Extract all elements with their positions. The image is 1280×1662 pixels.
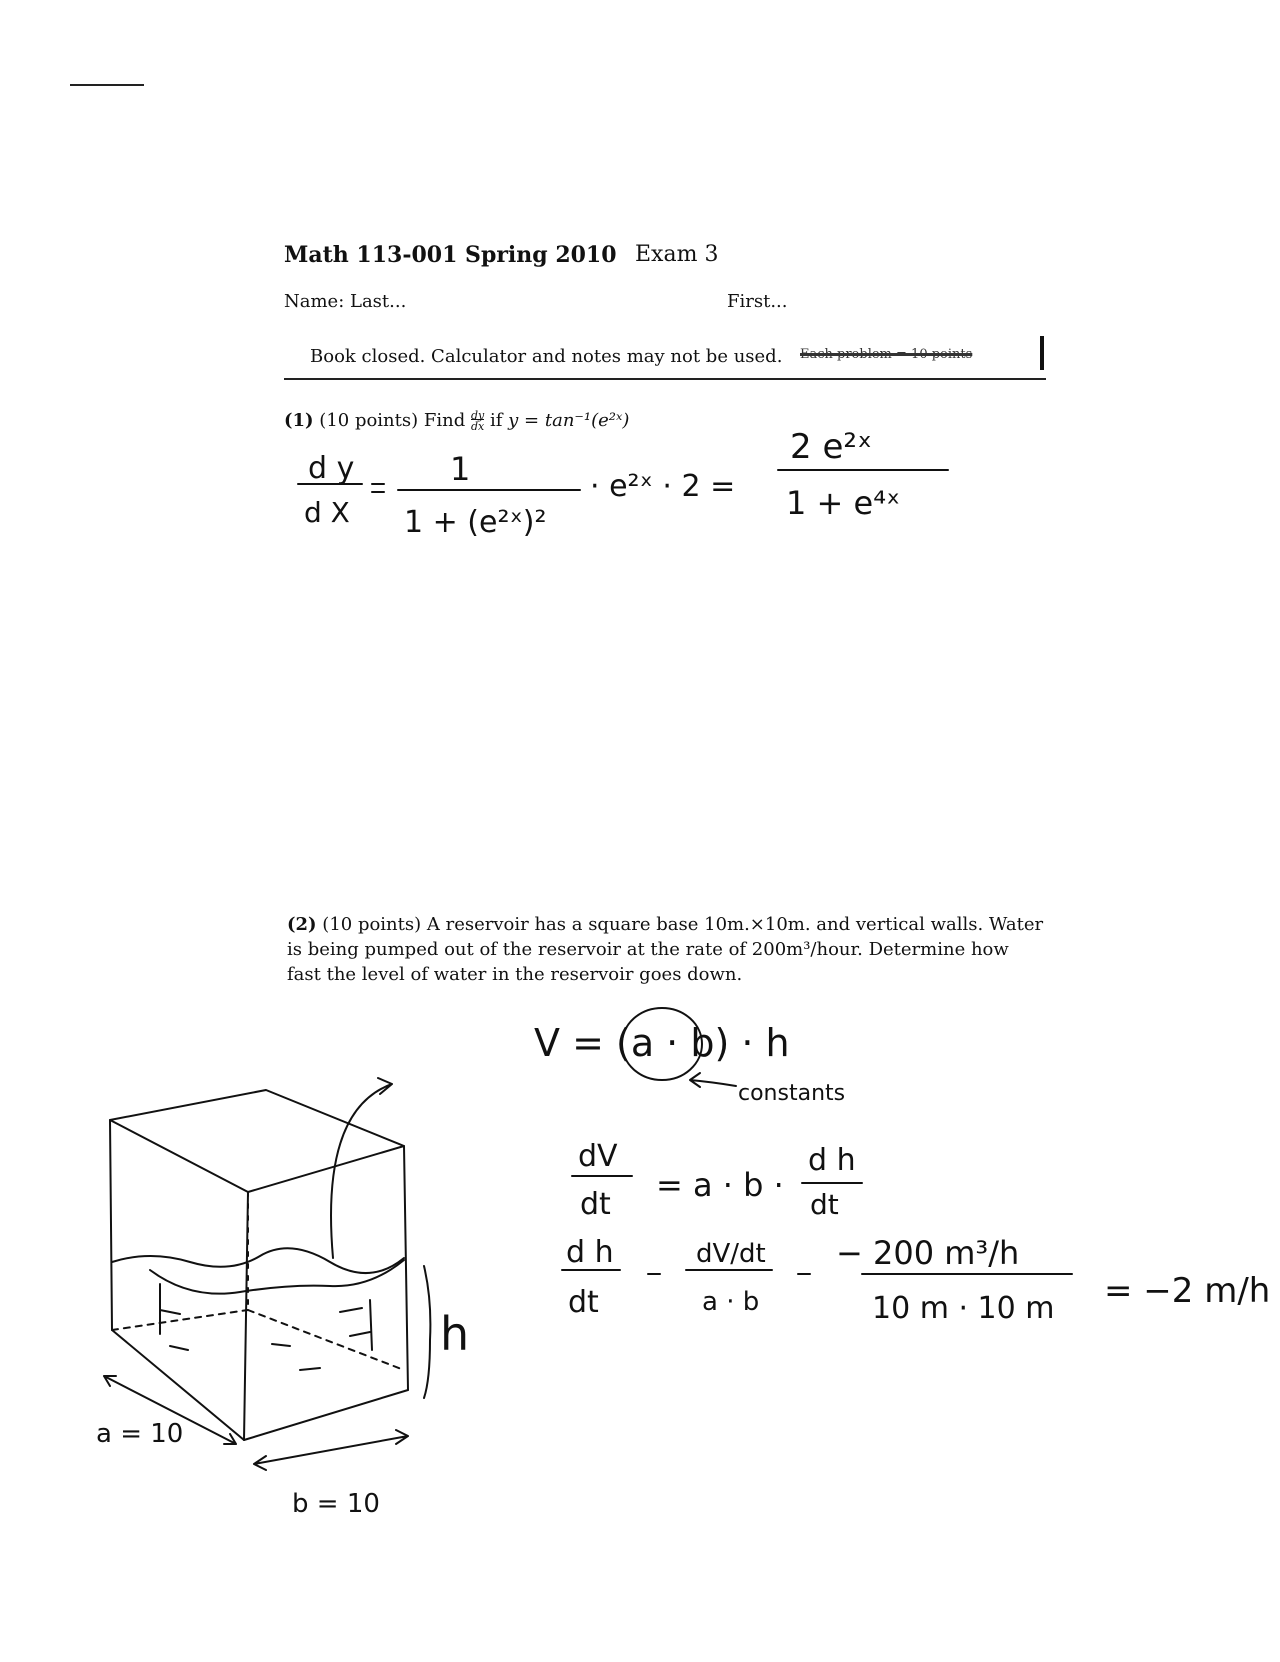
p1-lhs-denominator: d X (304, 496, 350, 529)
exam-title: Exam 3 (635, 242, 719, 267)
label-b: b = 10 (292, 1489, 380, 1519)
p2-constants-label: constants (738, 1081, 846, 1106)
p2-dvdt-denominator: a · b (702, 1287, 760, 1317)
p2-dvdt-numerator: dV/dt (696, 1239, 766, 1269)
problem-1-function: y = tan⁻¹(e²ˣ) (508, 410, 630, 431)
pump-arrow (331, 1078, 392, 1258)
problem-1-points: (10 points) (319, 410, 419, 431)
p2-rate-denominator: 10 m · 10 m (872, 1291, 1055, 1326)
p1-mid-denominator: 1 + (e²ˣ)² (404, 505, 547, 540)
p2-dh-numerator: d h (808, 1143, 856, 1178)
b-dimension-arrow (254, 1430, 408, 1470)
dx-fraction-den: dx (471, 420, 485, 433)
p2-answer: = −2 m/h (1104, 1271, 1271, 1311)
p1-mid-numerator: 1 (450, 450, 471, 488)
problem-1-if: if (490, 410, 503, 431)
name-label: Name: Last... (284, 291, 407, 312)
p2-dh-denominator: dt (810, 1188, 839, 1221)
label-h: h (440, 1307, 470, 1361)
p1-factor: · e²ˣ · 2 = (590, 469, 736, 504)
reservoir-box (104, 1078, 430, 1470)
water-surface (112, 1248, 404, 1273)
p2-dv-numerator: dV (578, 1139, 618, 1174)
problem-1-find: Find (423, 410, 466, 431)
problem-2-points: (10 points) (322, 914, 422, 935)
h-brace (424, 1266, 430, 1398)
p1-lhs-numerator: d y (308, 451, 355, 486)
struck-out-text: Each problem = 10 points (800, 347, 973, 362)
p1-result-numerator: 2 e²ˣ (790, 427, 873, 467)
p2-volume-formula: V = (a · b) · h (534, 1021, 790, 1065)
problem-2-number: (2) (287, 914, 317, 935)
label-a: a = 10 (96, 1419, 184, 1449)
p2-dv-denominator: dt (580, 1187, 611, 1222)
constants-arrow (690, 1073, 736, 1087)
problem-1-number: (1) (284, 410, 314, 431)
p2-eq1-rhs: = a · b · (656, 1166, 784, 1204)
p2-dh2-numerator: d h (566, 1235, 614, 1270)
p2-dh2-denominator: dt (568, 1285, 599, 1320)
p2-rate-numerator: − 200 m³/h (836, 1234, 1020, 1272)
p1-result-denominator: 1 + e⁴ˣ (786, 484, 901, 522)
dy-fraction-num: dy (471, 409, 485, 422)
course-title: Math 113-001 Spring 2010 (284, 242, 617, 268)
problem-2-text: A reservoir has a square base 10m.×10m. and vertical walls. Water is being pumped out of the reservoir at the rate of 200m³/hour. Determine how fast the level of water in the reservoir goes down. (287, 914, 1044, 986)
first-name-label: First... (727, 291, 788, 312)
instructions: Book closed. Calculator and notes may not be used. (310, 346, 783, 367)
